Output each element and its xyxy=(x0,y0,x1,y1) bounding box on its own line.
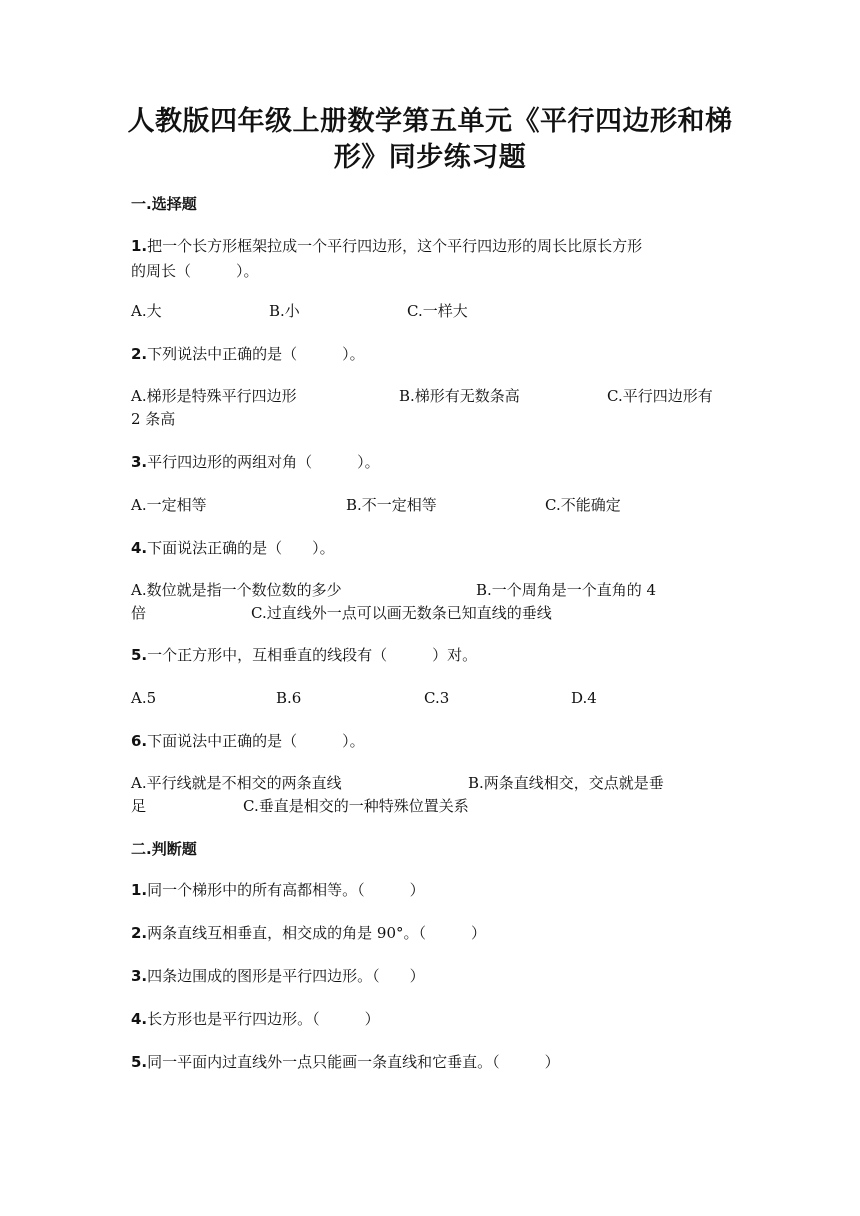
option-c: C.过直线外一点可以画无数条已知直线的垂线 xyxy=(251,604,552,622)
question-number: 6. xyxy=(131,732,148,750)
question-6 xyxy=(131,729,731,754)
section-heading-choice: 一.选择题 xyxy=(131,195,197,213)
option-c: C.3 xyxy=(424,689,450,707)
option-a: A.一定相等 xyxy=(131,496,207,514)
question-4 xyxy=(131,536,731,561)
question-text: 两条直线互相垂直，相交成的角是 90°。（ ） xyxy=(147,924,486,942)
question-text: 下面说法正确的是（ ）。 xyxy=(147,539,335,557)
question-text: 平行四边形的两组对角（ ）。 xyxy=(147,453,380,471)
option-b-cont: 足 xyxy=(131,797,147,815)
option-d: D.4 xyxy=(571,689,597,707)
option-a: A.数位就是指一个数位数的多少 xyxy=(131,581,342,599)
question-text: 把一个长方形框架拉成一个平行四边形，这个平行四边形的周长比原长方形 xyxy=(147,237,643,255)
question-number: 5. xyxy=(131,1053,148,1071)
question-text: 四条边围成的图形是平行四边形。（ ） xyxy=(147,967,425,985)
judge-question-3 xyxy=(131,964,731,989)
question-number: 2. xyxy=(131,345,148,363)
option-c-cont: 2 条高 xyxy=(131,410,176,428)
question-text: 同一平面内过直线外一点只能画一条直线和它垂直。（ ） xyxy=(147,1053,560,1071)
question-3 xyxy=(131,450,731,475)
option-b-cont: 倍 xyxy=(131,604,147,622)
option-c: C.垂直是相交的一种特殊位置关系 xyxy=(243,797,469,815)
question-1 xyxy=(131,234,731,284)
judge-question-5 xyxy=(131,1050,731,1075)
question-text: 下列说法中正确的是（ ）。 xyxy=(147,345,365,363)
question-number: 3. xyxy=(131,453,148,471)
question-number: 1. xyxy=(131,881,148,899)
question-2-options xyxy=(131,385,731,431)
question-5 xyxy=(131,643,731,668)
option-b: B.不一定相等 xyxy=(346,496,437,514)
question-text: 同一个梯形中的所有高都相等。（ ） xyxy=(147,881,425,899)
question-number: 2. xyxy=(131,924,148,942)
question-text: 长方形也是平行四边形。（ ） xyxy=(147,1010,380,1028)
option-c: C.一样大 xyxy=(407,302,468,320)
title-line-2: 形》同步练习题 xyxy=(333,142,527,173)
option-a: A.大 xyxy=(131,302,162,320)
question-text: 一个正方形中，互相垂直的线段有（ ）对。 xyxy=(147,646,478,664)
option-b: B.一个周角是一个直角的 4 xyxy=(476,581,657,599)
question-number: 5. xyxy=(131,646,148,664)
question-number: 4. xyxy=(131,539,148,557)
option-b: B.小 xyxy=(269,302,300,320)
title-line-1: 人教版四年级上册数学第五单元《平行四边形和梯 xyxy=(127,106,733,137)
document-title xyxy=(110,104,750,176)
question-number: 4. xyxy=(131,1010,148,1028)
question-6-options xyxy=(131,772,731,818)
question-2 xyxy=(131,342,731,367)
question-4-options xyxy=(131,579,731,625)
judge-question-2 xyxy=(131,921,731,946)
option-b: B.梯形有无数条高 xyxy=(399,387,520,405)
option-b: B.两条直线相交，交点就是垂 xyxy=(468,774,664,792)
option-a: A.梯形是特殊平行四边形 xyxy=(131,387,297,405)
option-c: C.平行四边形有 xyxy=(607,387,713,405)
option-a: A.5 xyxy=(131,689,157,707)
question-number: 1. xyxy=(131,237,148,255)
question-text-cont: 的周长（ ）。 xyxy=(131,262,259,280)
option-c: C.不能确定 xyxy=(545,496,621,514)
option-a: A.平行线就是不相交的两条直线 xyxy=(131,774,342,792)
option-b: B.6 xyxy=(276,689,302,707)
judge-question-1 xyxy=(131,878,731,903)
question-text: 下面说法中正确的是（ ）。 xyxy=(147,732,365,750)
section-heading-judge: 二.判断题 xyxy=(131,840,197,858)
question-number: 3. xyxy=(131,967,148,985)
judge-question-4 xyxy=(131,1007,731,1032)
